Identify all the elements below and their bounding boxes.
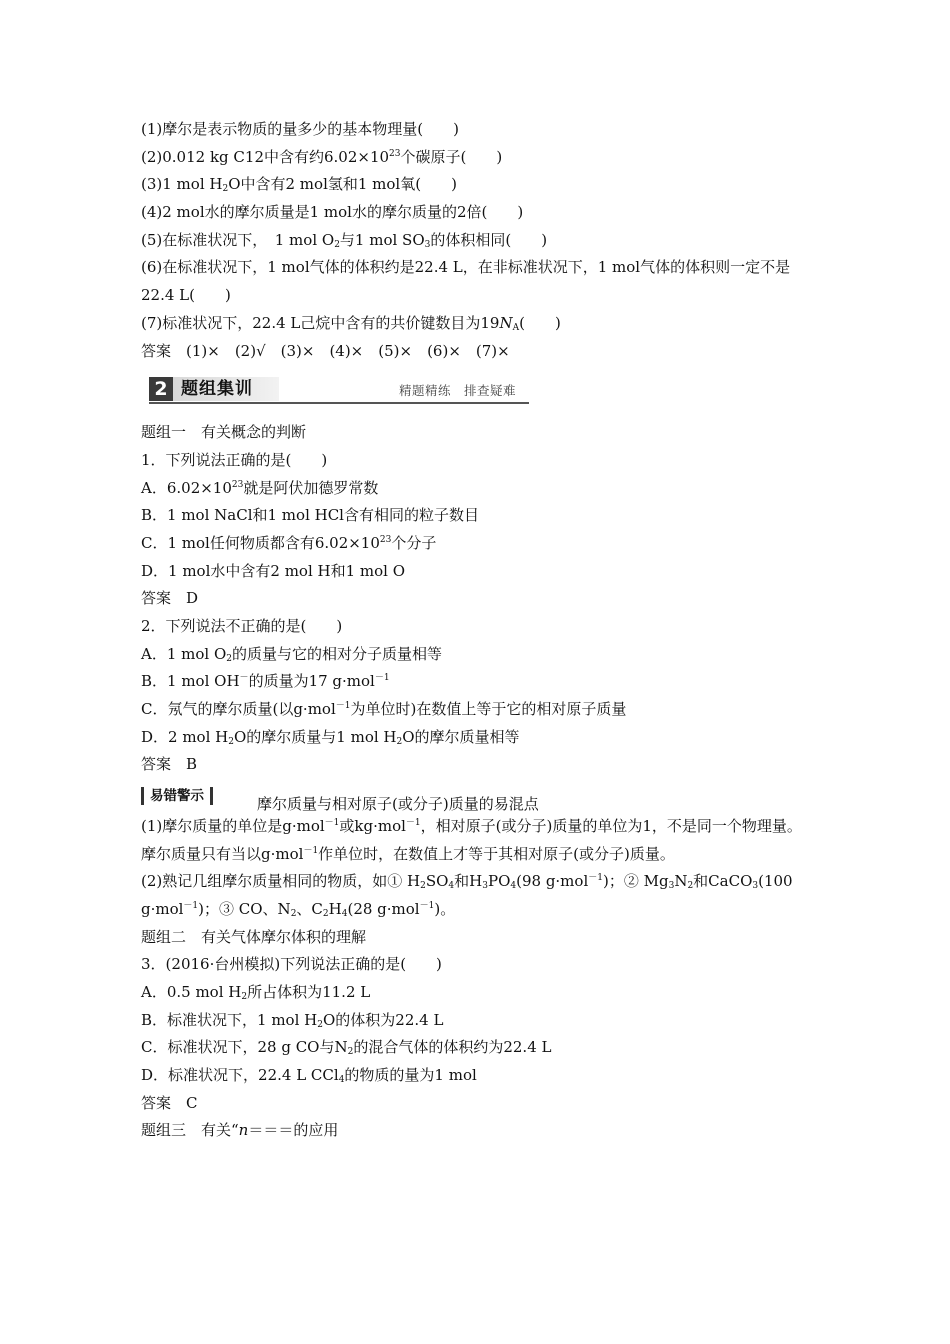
group-heading-2: 题组二 有关气体摩尔体积的理解 xyxy=(141,927,367,946)
question-1-option-b: B．1 mol NaCl和1 mol HCl含有相同的粒子数目 xyxy=(141,506,479,525)
warning-paragraph-2: (2)熟记几组摩尔质量相同的物质，如① $H_2SO_4$和$H_3PO_4(98$ g·mol$^{-1}$)；② $Mg_3N_2$和CaCO$_3$(100 g·mol$^{-1}$)；③ CO、$N_2$、$C_2H_4(28$ g·mol$^{-1}$)。 xyxy=(141,872,793,919)
question-2-stem: 2．下列说法不正确的是( ) xyxy=(141,617,343,636)
question-2-option-c: C．氖气的摩尔质量(以g·mol$^{-1}$为单位时)在数值上等于它的相对原子质量 xyxy=(141,700,627,719)
statement-5: (5)在标准状况下， 1 mol $O_2$与1 mol $SO_3$的体积相同( ) xyxy=(141,230,548,250)
banner-title: 题组集训 xyxy=(181,379,253,400)
warning-tag: 易错警示 xyxy=(141,787,213,805)
banner-subtitle: 精题精练 排查疑难 xyxy=(399,383,517,399)
question-1-stem: 1．下列说法正确的是( ) xyxy=(141,450,328,469)
statement-2: (2)0.012 kg C12中含有约$6.02\times 10^{23}$个碳原子( ) xyxy=(141,147,503,166)
question-2-option-b: B．1 mol OH－的质量为17 g·mol$^{-1}$ xyxy=(141,672,390,691)
banner-rule xyxy=(149,402,529,404)
question-3-answer: 答案 C xyxy=(141,1093,198,1112)
warning-header xyxy=(141,783,813,814)
question-3-stem: 3．(2016·台州模拟)下列说法正确的是( ) xyxy=(141,955,442,974)
question-3-option-c: C．标准状况下，28 g CO与$N_2$的混合气体的体积约为22.4 L xyxy=(141,1038,552,1058)
section-banner xyxy=(141,375,813,405)
question-2-answer: 答案 B xyxy=(141,755,198,774)
group-heading-1: 题组一 有关概念的判断 xyxy=(141,423,307,442)
question-1-option-a: A．$6.02\times 10^{23}$就是阿伏加德罗常数 xyxy=(141,478,379,497)
question-3-option-b: B．标准状况下，1 mol $H_2O$的体积为22.4 L xyxy=(141,1010,444,1030)
statement-7: (7)标准状况下，22.4 L己烷中含有的共价键数目为$19N_A$( ) xyxy=(141,313,561,333)
warning-title: 摩尔质量与相对原子(或分子)质量的易混点 xyxy=(257,795,539,814)
statements-answer: 答案 (1)× (2)√ (3)× (4)× (5)× (6)× (7)× xyxy=(141,341,510,360)
statement-3: (3)1 mol $H_2O$中含有2 mol氢和1 mol氧( ) xyxy=(141,175,457,195)
question-1-answer: 答案 D xyxy=(141,589,199,608)
question-1-option-d: D．1 mol水中含有2 mol H和1 mol O xyxy=(141,561,406,580)
question-1-option-c: C．1 mol任何物质都含有$6.02\times 10^{23}$个分子 xyxy=(141,533,437,552)
question-3-option-a: A．0.5 mol $H_2$所占体积为11.2 L xyxy=(141,983,371,1003)
document-page xyxy=(141,116,813,1145)
question-2-option-d: D．2 mol $H_2O$的摩尔质量与1 mol $H_2O$的摩尔质量相等 xyxy=(141,727,520,747)
statement-4: (4)2 mol水的摩尔质量是1 mol水的摩尔质量的2倍( ) xyxy=(141,203,524,222)
statement-6: (6)在标准状况下，1 mol气体的体积约是22.4 L，在非标准状况下，1 mol气体的体积则一定不是22.4 L( ) xyxy=(141,258,791,305)
question-2-option-a: A．1 mol $O_2$的质量与它的相对分子质量相等 xyxy=(141,644,443,664)
warning-paragraph-1: (1)摩尔质量的单位是g·mol$^{-1}$或kg·mol$^{-1}$，相对原子(或分子)质量的单位为1，不是同一个物理量。摩尔质量只有当以g·mol$^{-1}$作单位时，在数值上才等于其相对原子(或分子)质量。 xyxy=(141,816,802,863)
banner-number-badge: 2 xyxy=(149,377,173,401)
group-heading-3: 题组三 有关“n＝＝＝的应用 xyxy=(141,1121,339,1140)
question-3-option-d: D．标准状况下，22.4 L CCl$_4$的物质的量为1 mol xyxy=(141,1066,477,1086)
statement-1: (1)摩尔是表示物质的量多少的基本物理量( ) xyxy=(141,120,459,138)
